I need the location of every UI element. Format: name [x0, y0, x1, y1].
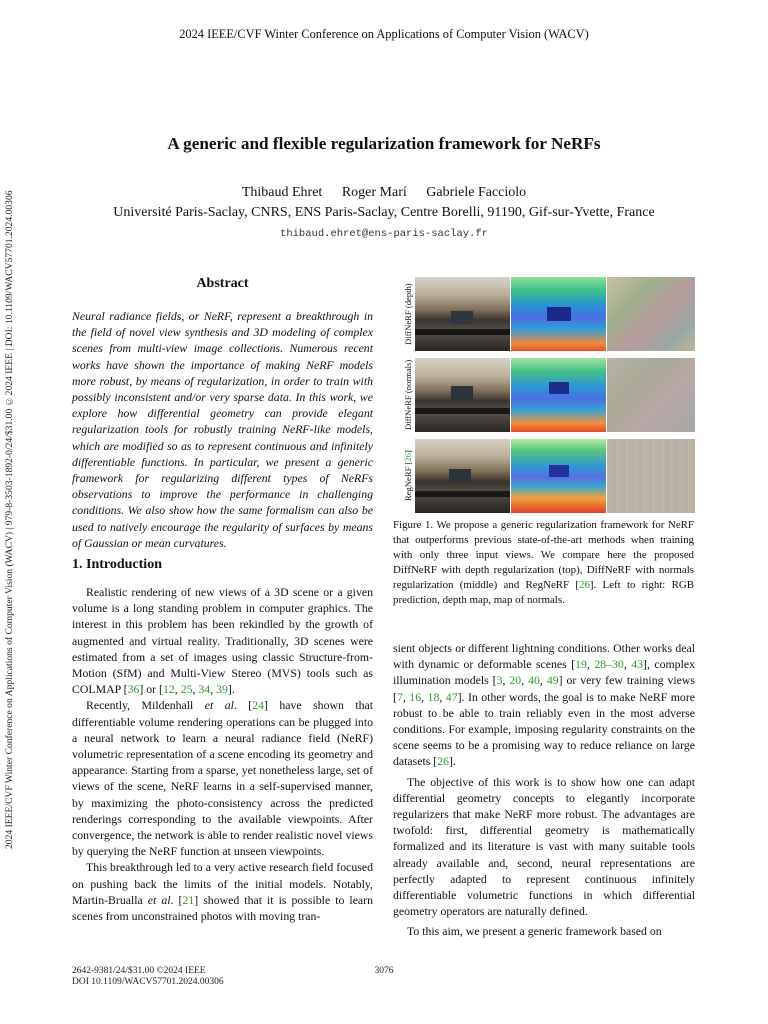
citation-link[interactable]: 47: [445, 689, 458, 704]
citation-link[interactable]: 18: [427, 689, 440, 704]
intro-paragraph-5: The objective of this work is to show how one can adapt differential geometry concepts to elegantly incorporate regularizers that make NeRF more robust. The advantages are twofold: first, differential geometry is mathematically formalized and its literature is vast with many suitable tools already available and, second, neural representations are perfectly adapted to represent continuous infinitely differentiable volumetric functions in which differential geometry operators are naturally defined.: [393, 774, 695, 919]
page-number: 3076: [374, 966, 394, 976]
normals-map-image: [607, 358, 695, 432]
intro-paragraph-4: sient objects or different lightning conditions. Other works deal with dynamic or deformable scenes [19, 28–30, 43], complex illumination models [3, 20, 40, 49] or very few training views [7, 16, 18, 47]. In other words, the goal is to make NeRF more robust to be able to train reliably even in the most adverse conditions. For example, imposing regularity constraints on the scene seems to be a promising way to reduce reliance on large datasets [26].: [393, 641, 695, 769]
figure-row-depth: [403, 277, 693, 351]
citation-link[interactable]: 3: [496, 673, 503, 688]
citation-link[interactable]: 12: [163, 682, 175, 697]
citation-link[interactable]: 25: [180, 682, 193, 697]
conference-header: 2024 IEEE/CVF Winter Conference on Applications of Computer Vision (WACV): [179, 27, 589, 41]
figure-row-label: DiffNeRF (normals): [403, 359, 413, 431]
figure-row-label: RegNeRF [26]: [403, 450, 413, 502]
citation-link[interactable]: 28–30: [594, 657, 624, 672]
citation-link[interactable]: 19: [575, 657, 587, 672]
citation-link[interactable]: 7: [396, 689, 403, 704]
footer-doi: DOI 10.1109/WACV57701.2024.00306: [72, 977, 224, 987]
citation-link[interactable]: 49: [546, 673, 559, 688]
author-list: [0, 185, 768, 201]
depth-map-image: [511, 358, 606, 432]
author-name: Roger Marí: [341, 185, 407, 200]
figure-1-caption: Figure 1. We propose a generic regularization framework for NeRF that outperforms previous state-of-the-art methods when training with only three input views. We compare here the proposed DiffNeRF with depth regularization (top), DiffNeRF with normals regularization (middle) and RegNeRF [26]. Left to right: RGB prediction, depth map, map of normals.: [393, 519, 695, 607]
citation-link[interactable]: 43: [631, 657, 644, 672]
intro-paragraph-2: Recently, Mildenhall et al. [24] have shown that differentiable volume rendering operations can be plugged into a neural network to learn a neural radiance field (NeRF) volumetric representation of a scene encoding its geometry and appearance. Starting from a sparse, yet nonetheless large, set of views of the scene, NeRF learns in a self-supervised manner, by maximizing the photo-consistency across the predicted renderings corresponding to the available viewpoints. After convergence, the network is able to render realistic novel views by querying the NeRF function at unseen viewpoints.: [72, 698, 374, 859]
citation-link[interactable]: 34: [198, 682, 211, 697]
intro-column-right: [393, 640, 695, 940]
citation-link[interactable]: 40: [528, 673, 540, 688]
intro-paragraph-6: To this aim, we present a generic framework based on: [407, 924, 662, 939]
citation-link[interactable]: 36: [127, 682, 140, 697]
figure-row-regnerf: [403, 439, 693, 513]
author-name: Thibaud Ehret: [241, 185, 323, 200]
citation-link[interactable]: 20: [509, 673, 522, 688]
citation-link[interactable]: 24: [252, 698, 265, 713]
rgb-prediction-image: [415, 439, 510, 513]
rgb-prediction-image: [415, 277, 510, 351]
side-copyright-note: 2024 IEEE/CVF Winter Conference on Applications of Computer Vision (WACV) | 979-8-3503-1892-0/24/$31.00 ©2024 IEEE | DOI: 10.1109/WACV57701.2024.00306: [4, 190, 15, 850]
figure-1: [393, 277, 693, 514]
intro-paragraph-3: This breakthrough led to a very active research field focused on pushing back the limits of the initial models. Notably, Martin-Brualla et al. [21] showed that it is possible to learn scenes from unconstrained photos with moving tran-: [72, 860, 373, 924]
paper-title: A generic and flexible regularization framework for NeRFs: [167, 134, 601, 153]
citation-link[interactable]: 16: [409, 689, 422, 704]
figure-row-label: DiffNeRF (depth): [403, 283, 413, 345]
abstract-heading: Abstract: [196, 276, 249, 291]
intro-paragraph-1: Realistic rendering of new views of a 3D scene or a given volume is a long standing problem in computer graphics. The interest in this problem has been rekindled by the growth of augmented and virtual reality. Traditionally, 3D scenes were estimated from a set of images using classic Structure-from-Motion (SfM) and Multi-View Stereo (MVS) tools such as COLMAP [36] or [12, 25, 34, 39].: [72, 585, 373, 697]
citation-link[interactable]: 26: [437, 754, 450, 769]
citation-link[interactable]: 21: [182, 892, 195, 907]
affiliation: Université Paris-Saclay, CNRS, ENS Paris-Saclay, Centre Borelli, 91190, Gif-sur-Yvette, France: [113, 205, 655, 220]
intro-column-left: [72, 584, 373, 924]
figure-row-normals: [403, 358, 693, 432]
footer-issn: 2642-9381/24/$31.00 ©2024 IEEE: [72, 966, 206, 976]
citation-link[interactable]: 26: [579, 579, 590, 592]
abstract-text: Neural radiance fields, or NeRF, represent a breakthrough in the field of novel view synthesis and 3D modeling of complex scenes from multi-view image collections. Numerous recent works have shown the importance of making NeRF models more robust, by means of regularization, in order to train with possibly inconsistent and/or very sparse data. In this work, we explore how differential geometry can provide elegant regularization tools for robustly training NeRF-like models, which are modified so as to represent continuous and infinitely differentiable functions. In particular, we present a generic framework for regularizing different types of NeRFs observations to improve the performance in challenging conditions. We also show how the same formalism can also be used to natively encourage the regularity of surfaces by means of Gaussian or mean curvatures.: [72, 309, 373, 550]
normals-map-image: [607, 439, 695, 513]
rgb-prediction-image: [415, 358, 510, 432]
section-heading-introduction: 1. Introduction: [72, 557, 162, 572]
author-name: Gabriele Facciolo: [426, 185, 527, 200]
author-email: thibaud.ehret@ens-paris-saclay.fr: [280, 228, 488, 240]
depth-map-image: [511, 439, 606, 513]
citation-link[interactable]: 26: [403, 453, 413, 463]
depth-map-image: [511, 277, 606, 351]
citation-link[interactable]: 39: [216, 682, 228, 697]
normals-map-image: [607, 277, 695, 351]
